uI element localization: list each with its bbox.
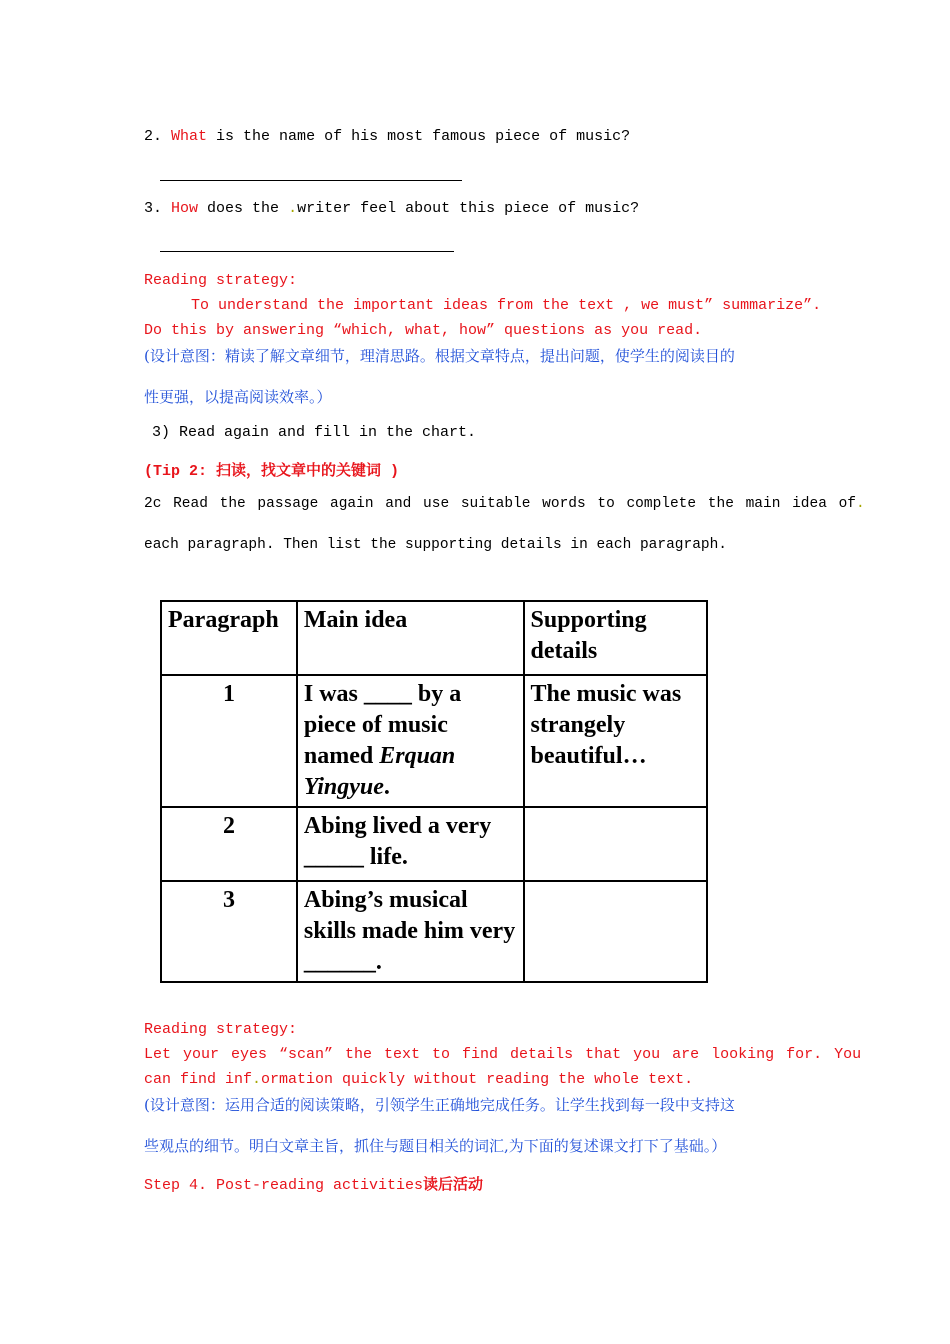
tip-2: (Tip 2: 扫读，找文章中的关键词 )	[144, 463, 400, 480]
answer-line-2[interactable]	[160, 180, 462, 181]
header-main-idea: Main idea	[297, 601, 524, 675]
supporting-details-cell[interactable]	[524, 881, 707, 982]
supporting-details-cell[interactable]	[524, 807, 707, 881]
header-supporting-details: Supporting details	[524, 601, 707, 675]
strategy-heading: Reading strategy:	[144, 272, 298, 289]
answer-line-3[interactable]	[160, 251, 454, 252]
instruction-line1: 2c Read the passage again and use suitable words to complete the main idea of.	[144, 496, 865, 512]
task-3: 3) Read again and fill in the chart.	[152, 424, 477, 441]
chart-row	[161, 807, 707, 881]
main-idea-cell[interactable]: I was ____ by a piece of music named Erquan Yingyue.	[297, 675, 524, 807]
main-idea-cell[interactable]: Abing lived a very _____ life.	[297, 807, 524, 881]
strategy-text-line2: Do this by answering “which, what, how” questions as you read.	[144, 322, 703, 339]
strategy-text-line1: To understand the important ideas from the text , we must” summarize”.	[191, 297, 822, 314]
chart-row	[161, 881, 707, 982]
chart-header-row	[161, 601, 707, 675]
strategy2-heading: Reading strategy:	[144, 1021, 298, 1038]
design-intent2-line1: (设计意图：运用合适的阅读策略，引领学生正确地完成任务。让学生找到每一段中支持这	[144, 1096, 735, 1114]
design-intent-line1: (设计意图：精读了解文章细节，理清思路。根据文章特点，提出问题，使学生的阅读目的	[144, 347, 735, 365]
paragraph-number: 1	[161, 675, 297, 807]
chart-row	[161, 675, 707, 807]
instruction-line2: each paragraph. Then list the supporting details in each paragraph.	[144, 537, 727, 553]
design-intent-line2: 性更强，以提高阅读效率。）	[144, 388, 332, 406]
strategy2-text-line1: Let your eyes “scan” the text to find details that you are looking for. You	[144, 1046, 862, 1063]
step-4-heading: Step 4. Post-reading activities读后活动	[144, 1175, 484, 1194]
header-paragraph: Paragraph	[161, 601, 297, 675]
main-idea-cell[interactable]: Abing’s musical skills made him very ______.	[297, 881, 524, 982]
question-3: 3. How does the .writer feel about this piece of music?	[144, 200, 640, 217]
strategy2-text-line2: can find inf.ormation quickly without reading the whole text.	[144, 1071, 694, 1088]
paragraph-number: 2	[161, 807, 297, 881]
main-idea-chart	[160, 600, 708, 983]
paragraph-number: 3	[161, 881, 297, 982]
question-2: 2. What is the name of his most famous piece of music?	[144, 128, 631, 145]
supporting-details-cell[interactable]: The music was strangely beautiful…	[524, 675, 707, 807]
design-intent2-line2: 些观点的细节。明白文章主旨，抓住与题目相关的词汇,为下面的复述课文打下了基础。）	[144, 1137, 727, 1155]
